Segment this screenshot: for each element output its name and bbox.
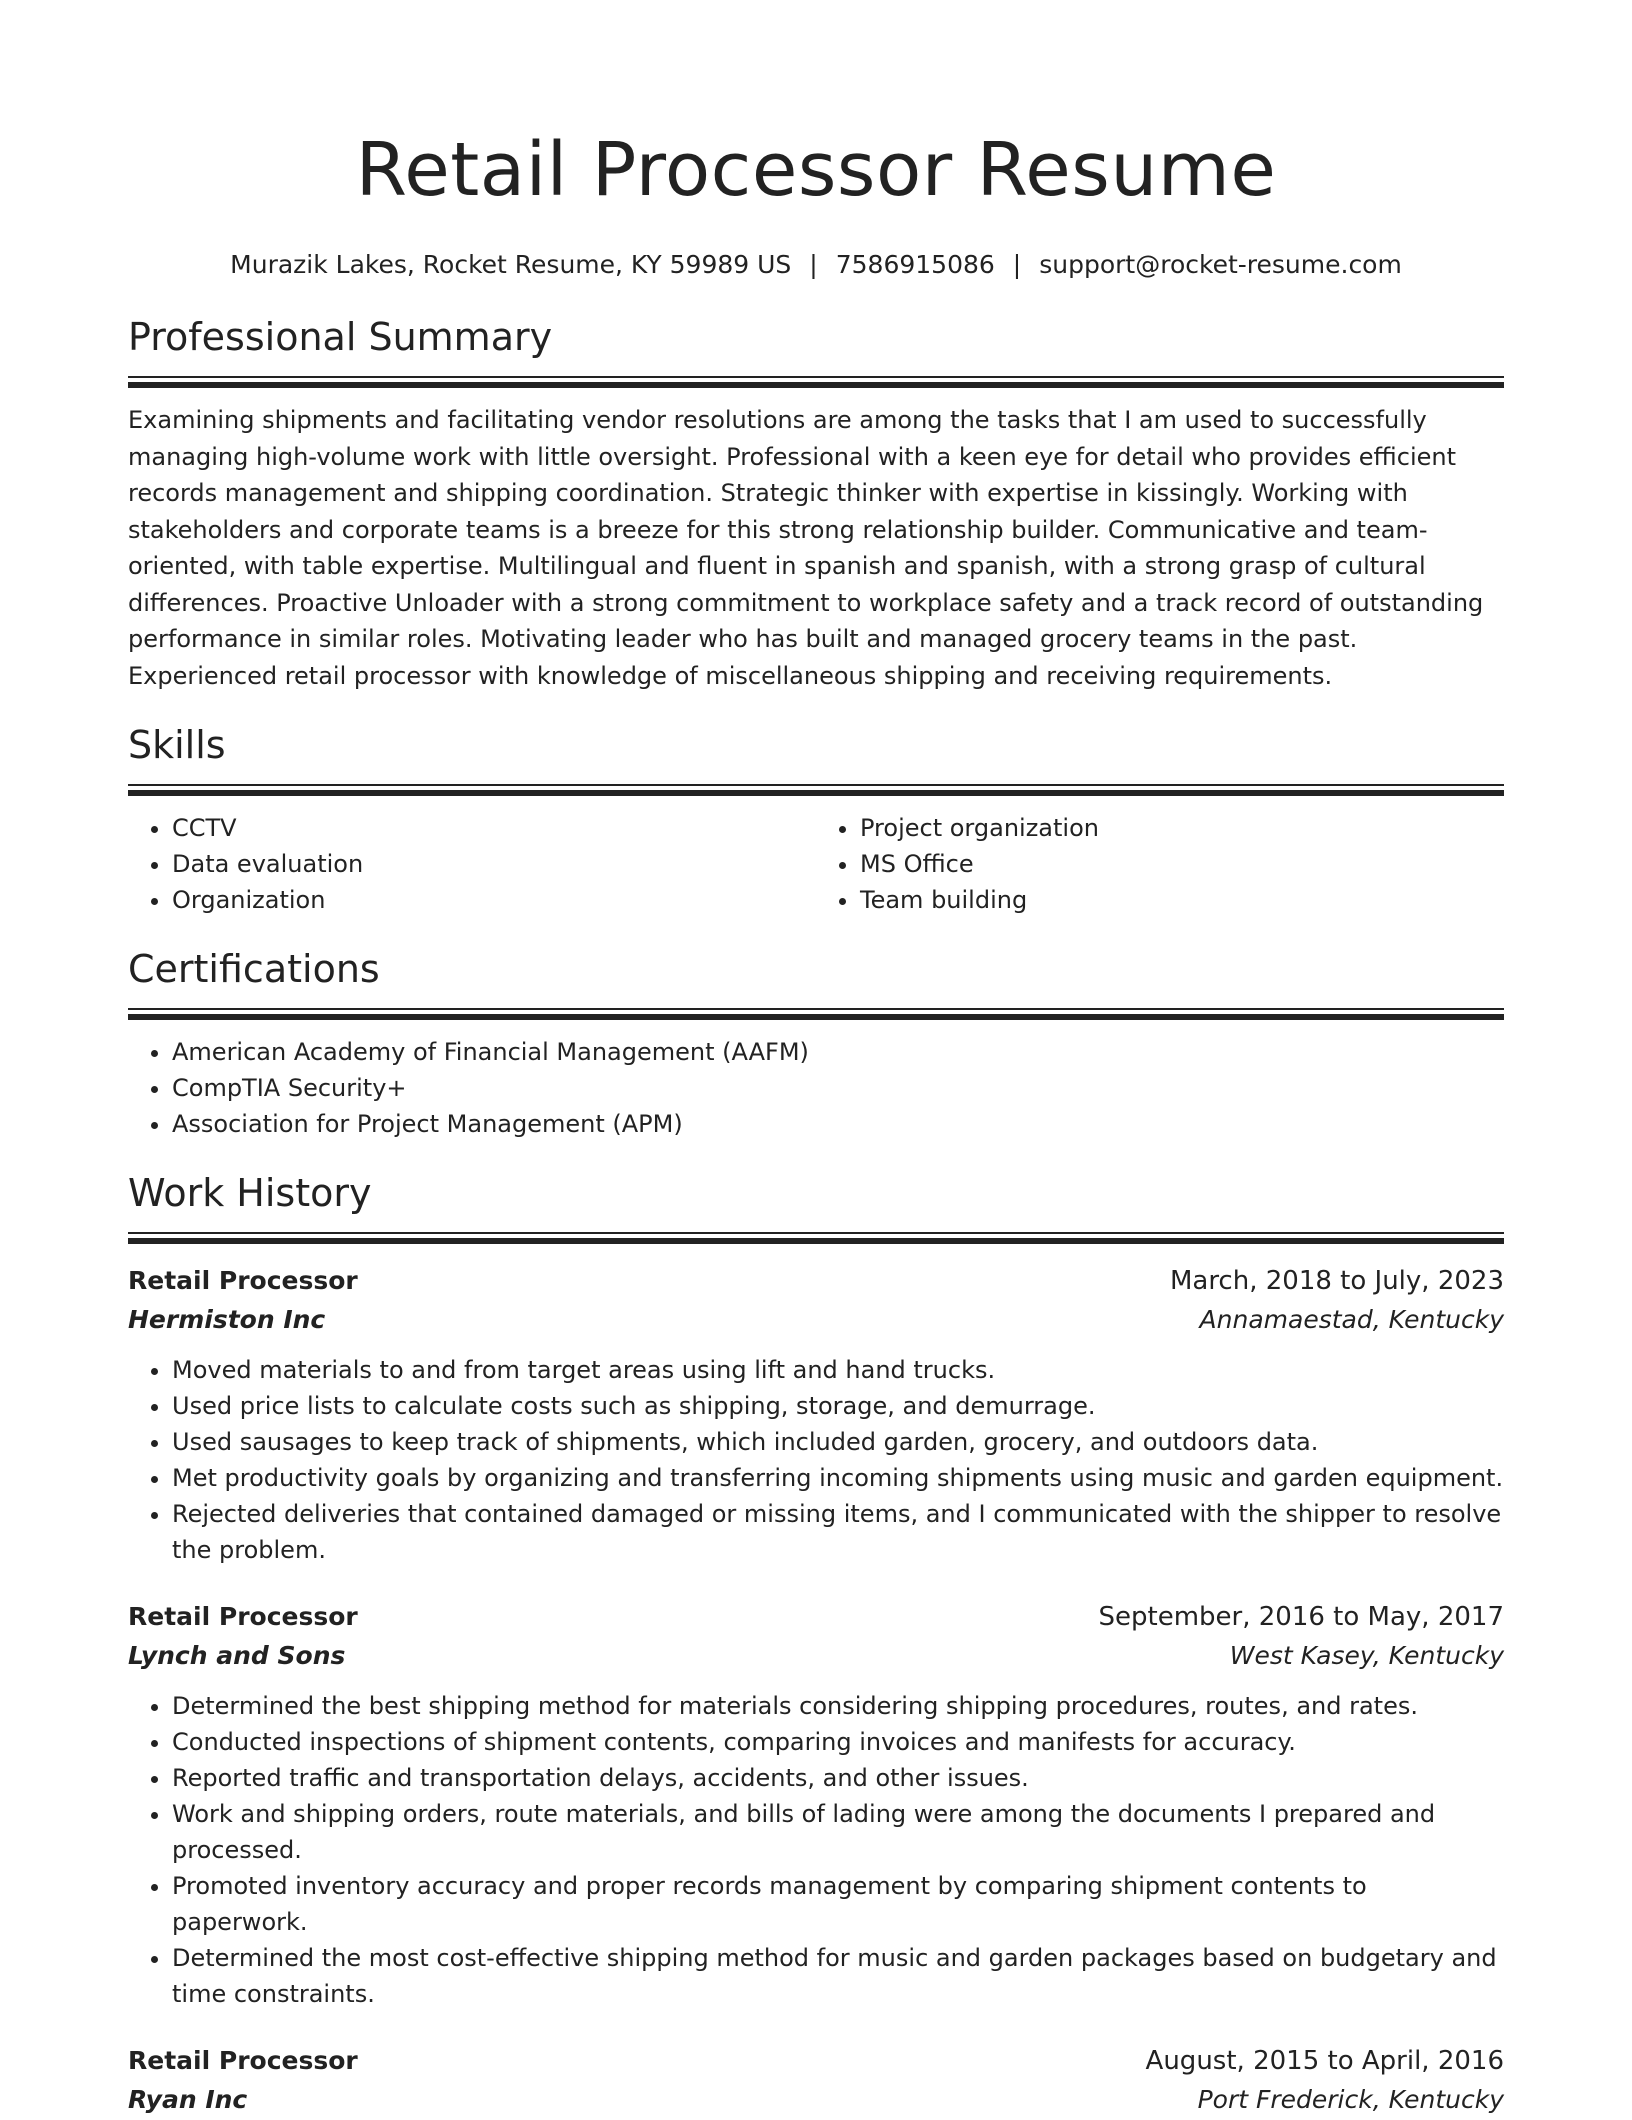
- section-divider: [128, 784, 1504, 796]
- job-bullet: • Determined the best shipping method for materials considering shipping procedures, routes, and rates.: [172, 1688, 1504, 1724]
- skill-item: • CCTV: [172, 810, 816, 846]
- job-title: Retail Processor: [128, 1266, 358, 1295]
- job-company: Hermiston Inc: [128, 1305, 326, 1334]
- skill-item: • Project organization: [860, 810, 1504, 846]
- work-history-heading: Work History: [128, 1171, 372, 1215]
- summary-text: Examining shipments and facilitating vendor resolutions are among the tasks that I am used to successfully managing high-volume work with little oversight. Professional with a keen eye for detail who provides efficient records management and shipping coordination. Strategic thinker with expertise in kissingly. Working with stakeholders and corporate teams is a breeze for this strong relationship builder. Communicative and team-oriented, with table expertise. Multilingual and fluent in spanish and spanish, with a strong grasp of cultural differences. Proactive Unloader with a strong commitment to workplace safety and a track record of outstanding performance in similar roles. Motivating leader who has built and managed grocery teams in the past. Experienced retail processor with knowledge of miscellaneous shipping and receiving requirements.: [128, 406, 1484, 690]
- summary-section: [128, 312, 1504, 694]
- job-company: Ryan Inc: [128, 2085, 248, 2114]
- section-divider: [128, 376, 1504, 388]
- certification-item: • American Academy of Financial Management (AAFM): [172, 1034, 1504, 1070]
- certifications-section: [128, 944, 1504, 1142]
- certification-item: • CompTIA Security+: [172, 1070, 1504, 1106]
- contact-phone: 7586915086: [835, 250, 995, 279]
- job-bullet: • Used price lists to calculate costs such as shipping, storage, and demurrage.: [172, 1388, 1504, 1424]
- job-location: Port Frederick, Kentucky: [1197, 2085, 1504, 2114]
- job-bullet: • Used sausages to keep track of shipments, which included garden, grocery, and outdoors data.: [172, 1424, 1504, 1460]
- skill-item: • Team building: [860, 882, 1504, 918]
- skill-item: • Organization: [172, 882, 816, 918]
- job-company-row: [128, 2080, 1504, 2120]
- section-divider: [128, 1232, 1504, 1244]
- skills-heading: Skills: [128, 723, 226, 767]
- resume-title: Retail Processor Resume: [355, 127, 1277, 213]
- skills-section: [128, 720, 1504, 918]
- job-company-row: [128, 1636, 1504, 1676]
- contact-line: [128, 248, 1504, 282]
- job-bullet: • Promoted inventory accuracy and proper records management by comparing shipment contents to paperwork.: [172, 1868, 1504, 1940]
- job-entry: [128, 1262, 1504, 1568]
- job-header-row: [128, 2042, 1504, 2080]
- job-title: Retail Processor: [128, 2046, 358, 2075]
- job-company: Lynch and Sons: [128, 1641, 346, 1670]
- job-bullet: • Rejected deliveries that contained damaged or missing items, and I communicated with the shipper to resolve the problem.: [172, 1496, 1504, 1568]
- job-header-row: [128, 1598, 1504, 1636]
- contact-address: Murazik Lakes, Rocket Resume, KY 59989 US: [230, 250, 792, 279]
- job-bullet: • Determined the most cost-effective shipping method for music and garden packages based on budgetary and time constraints.: [172, 1940, 1504, 2012]
- job-dates: August, 2015 to April, 2016: [1145, 2046, 1504, 2076]
- job-bullet: • Conducted inspections of shipment contents, comparing invoices and manifests for accuracy.: [172, 1724, 1504, 1760]
- job-header-row: [128, 1262, 1504, 1300]
- job-location: West Kasey, Kentucky: [1229, 1641, 1504, 1670]
- job-location: Annamaestad, Kentucky: [1199, 1305, 1504, 1334]
- skills-list-right: [816, 810, 1504, 918]
- work-history-section: [128, 1168, 1504, 2120]
- job-company-row: [128, 1300, 1504, 1340]
- certification-item: • Association for Project Management (APM): [172, 1106, 1504, 1142]
- skill-item: • Data evaluation: [172, 846, 816, 882]
- job-dates: March, 2018 to July, 2023: [1169, 1266, 1504, 1296]
- job-bullet: • Met productivity goals by organizing and transferring incoming shipments using music and garden equipment.: [172, 1460, 1504, 1496]
- job-bullet: • Moved materials to and from target areas using lift and hand trucks.: [172, 1352, 1504, 1388]
- job-bullet-list: [128, 1688, 1504, 2012]
- contact-email: support@rocket-resume.com: [1039, 250, 1402, 279]
- certifications-list: [128, 1034, 1504, 1142]
- contact-separator: |: [809, 250, 818, 279]
- job-entry: [128, 1598, 1504, 2012]
- job-bullet: • Reported traffic and transportation delays, accidents, and other issues.: [172, 1760, 1504, 1796]
- skills-grid: [128, 810, 1504, 918]
- contact-separator: |: [1012, 250, 1022, 279]
- job-dates: September, 2016 to May, 2017: [1098, 1602, 1504, 1632]
- certifications-heading: Certifications: [128, 947, 380, 991]
- job-entry: [128, 2042, 1504, 2120]
- section-divider: [128, 1008, 1504, 1020]
- skills-list-left: [128, 810, 816, 918]
- job-title: Retail Processor: [128, 1602, 358, 1631]
- summary-heading: Professional Summary: [128, 315, 553, 359]
- skill-item: • MS Office: [860, 846, 1504, 882]
- job-bullet: • Work and shipping orders, route materials, and bills of lading were among the documents I prepared and processed.: [172, 1796, 1504, 1868]
- job-bullet-list: [128, 1352, 1504, 1568]
